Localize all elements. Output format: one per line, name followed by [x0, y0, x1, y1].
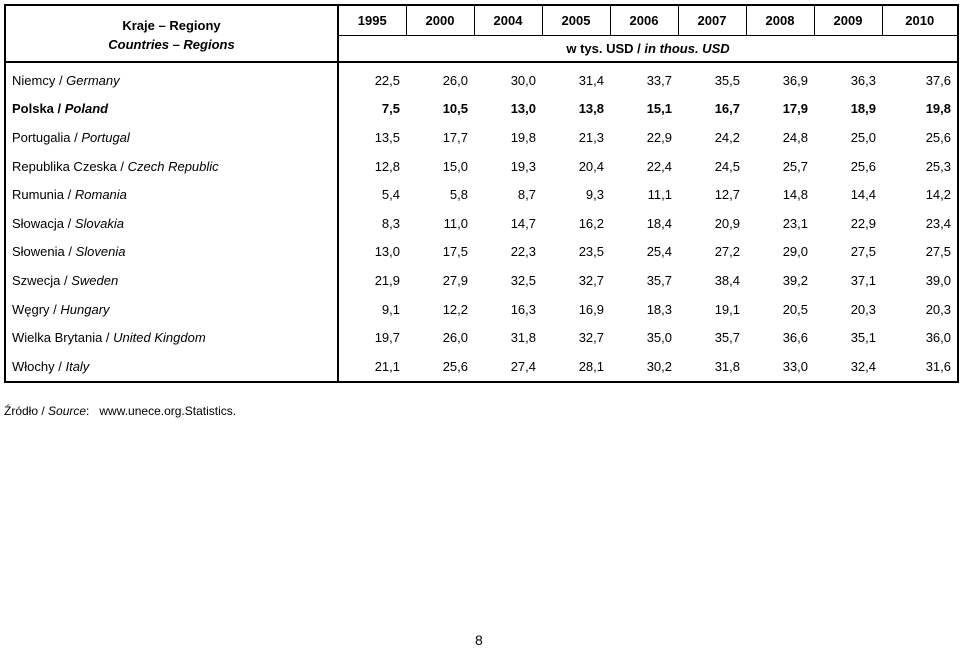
source-note — [4, 404, 236, 418]
source-label-en: Source — [48, 404, 87, 418]
value-cell: 36,6 — [782, 330, 808, 346]
value-cell: 10,5 — [442, 101, 468, 117]
value-cell: 20,5 — [782, 301, 808, 317]
value-cell: 36,3 — [850, 72, 876, 88]
value-cell: 25,6 — [925, 129, 951, 145]
table-row — [5, 266, 958, 295]
table-row — [5, 209, 958, 238]
value-cell: 15,1 — [646, 101, 672, 117]
header-year: 2007 — [678, 5, 746, 36]
source-colon: : — [86, 404, 90, 418]
value-cell: 32,4 — [850, 358, 876, 374]
country-cell — [5, 323, 338, 352]
unit-label-en: in thous. USD — [644, 41, 730, 56]
header-year: 2006 — [610, 5, 678, 36]
value-cell: 28,1 — [578, 358, 604, 374]
value-cell: 35,5 — [714, 72, 740, 88]
value-cell: 14,4 — [850, 187, 876, 203]
country-name-en: Slovenia — [75, 244, 126, 260]
country-name-pl: Szwecja / — [12, 272, 72, 288]
country-name-en: Portugal — [81, 129, 130, 145]
table-row — [5, 238, 958, 267]
value-cell: 39,2 — [782, 272, 808, 288]
value-cell: 15,0 — [442, 158, 468, 174]
value-cell: 16,2 — [578, 215, 604, 231]
value-cell: 22,5 — [374, 72, 400, 88]
value-cell: 32,7 — [578, 330, 604, 346]
value-cell: 23,5 — [578, 244, 604, 260]
value-cell: 31,8 — [510, 330, 536, 346]
value-cell: 18,9 — [850, 101, 876, 117]
value-cell: 36,9 — [782, 72, 808, 88]
value-cell: 13,8 — [578, 101, 604, 117]
country-cell — [5, 209, 338, 238]
header-title-en: Countries – Regions — [108, 36, 235, 52]
table-row — [5, 123, 958, 152]
unit-label — [338, 36, 958, 63]
country-cell — [5, 62, 338, 95]
country-cell — [5, 95, 338, 124]
header-year: 2009 — [814, 5, 882, 36]
value-cell: 18,4 — [646, 215, 672, 231]
value-cell: 5,8 — [449, 187, 468, 203]
value-cell: 25,0 — [850, 129, 876, 145]
country-name-en: Romania — [74, 187, 127, 203]
value-cell: 19,7 — [374, 330, 400, 346]
value-cell: 24,8 — [782, 129, 808, 145]
country-name-pl: Republika Czeska / — [12, 158, 128, 174]
value-cell: 17,5 — [442, 244, 468, 260]
header-year: 2005 — [542, 5, 610, 36]
country-name-pl: Polska / — [12, 101, 65, 117]
value-cell: 31,4 — [578, 72, 604, 88]
table-row — [5, 323, 958, 352]
value-cell: 21,9 — [374, 272, 400, 288]
header-title-pl: Kraje – Regiony — [122, 17, 221, 33]
country-name-pl: Włochy / — [12, 358, 66, 374]
source-url: www.unece.org.Statistics. — [99, 404, 237, 418]
country-name-pl: Niemcy / — [12, 72, 67, 88]
value-cell: 16,3 — [510, 301, 536, 317]
value-cell: 25,6 — [442, 358, 468, 374]
value-cell: 39,0 — [925, 272, 951, 288]
value-cell: 8,3 — [381, 215, 400, 231]
value-cell: 9,3 — [585, 187, 604, 203]
header-year: 2004 — [474, 5, 542, 36]
value-cell: 19,1 — [714, 301, 740, 317]
value-cell: 33,0 — [782, 358, 808, 374]
table-row — [5, 352, 958, 382]
country-name-en: Italy — [65, 358, 90, 374]
value-cell: 16,7 — [714, 101, 740, 117]
value-cell: 27,5 — [850, 244, 876, 260]
value-cell: 25,6 — [850, 158, 876, 174]
header-year: 1995 — [338, 5, 406, 36]
header-year: 2008 — [746, 5, 814, 36]
value-cell: 36,0 — [925, 330, 951, 346]
value-cell: 35,7 — [646, 272, 672, 288]
country-cell — [5, 266, 338, 295]
value-cell: 14,8 — [782, 187, 808, 203]
value-cell: 18,3 — [646, 301, 672, 317]
value-cell: 22,3 — [510, 244, 536, 260]
value-cell: 27,2 — [714, 244, 740, 260]
value-cell: 22,9 — [850, 215, 876, 231]
value-cell: 13,0 — [510, 101, 536, 117]
table-row — [5, 295, 958, 324]
header-years-row — [5, 5, 958, 36]
value-cell: 20,3 — [850, 301, 876, 317]
country-name-en: Czech Republic — [127, 158, 219, 174]
table-body — [5, 62, 958, 382]
value-cell: 11,0 — [443, 215, 468, 231]
country-name-pl: Rumunia / — [12, 187, 75, 203]
header-year: 2000 — [406, 5, 474, 36]
country-name-en: Germany — [66, 72, 120, 88]
value-cell: 26,0 — [442, 330, 468, 346]
header-title-cell — [5, 5, 338, 62]
value-cell: 32,5 — [510, 272, 536, 288]
value-cell: 22,4 — [646, 158, 672, 174]
table-header — [5, 5, 958, 62]
country-name-pl: Portugalia / — [12, 129, 82, 145]
country-cell — [5, 152, 338, 181]
value-cell: 20,3 — [925, 301, 951, 317]
value-cell: 7,5 — [381, 101, 400, 117]
value-cell: 17,9 — [782, 101, 808, 117]
value-cell: 17,7 — [442, 129, 468, 145]
value-cell: 14,7 — [510, 215, 536, 231]
value-cell: 13,5 — [374, 129, 400, 145]
value-cell: 14,2 — [925, 187, 951, 203]
value-cell: 22,9 — [646, 129, 672, 145]
value-cell: 12,2 — [442, 301, 468, 317]
data-table — [4, 4, 959, 383]
value-cell: 25,3 — [925, 158, 951, 174]
value-cell: 29,0 — [782, 244, 808, 260]
country-name-pl: Wielka Brytania / — [12, 330, 114, 346]
value-cell: 35,7 — [714, 330, 740, 346]
country-name-en: Poland — [64, 101, 109, 117]
value-cell: 37,1 — [850, 272, 876, 288]
value-cell: 20,4 — [578, 158, 604, 174]
value-cell: 19,8 — [925, 101, 951, 117]
value-cell: 20,9 — [714, 215, 740, 231]
country-cell — [5, 123, 338, 152]
value-cell: 19,3 — [510, 158, 536, 174]
unit-label-pl: w tys. USD / — [566, 41, 645, 56]
table-row — [5, 152, 958, 181]
value-cell: 11,1 — [647, 187, 672, 203]
value-cell: 25,4 — [646, 244, 672, 260]
country-name-pl: Słowacja / — [12, 215, 75, 231]
value-cell: 26,0 — [442, 72, 468, 88]
value-cell: 31,6 — [925, 358, 951, 374]
value-cell: 23,4 — [925, 215, 951, 231]
value-cell: 35,1 — [850, 330, 876, 346]
value-cell: 27,9 — [442, 272, 468, 288]
value-cell: 16,9 — [578, 301, 604, 317]
value-cell: 30,0 — [510, 72, 536, 88]
country-name-pl: Słowenia / — [12, 244, 76, 260]
value-cell: 37,6 — [925, 72, 951, 88]
value-cell: 27,4 — [510, 358, 536, 374]
country-cell — [5, 352, 338, 382]
value-cell: 38,4 — [714, 272, 740, 288]
value-cell: 35,0 — [646, 330, 672, 346]
header-year: 2010 — [882, 5, 958, 36]
value-cell: 9,1 — [381, 301, 400, 317]
value-cell: 24,5 — [714, 158, 740, 174]
table-row — [5, 95, 958, 124]
value-cell: 24,2 — [714, 129, 740, 145]
value-cell: 8,7 — [517, 187, 536, 203]
country-name-en: Sweden — [71, 272, 119, 288]
country-name-en: Hungary — [60, 301, 110, 317]
value-cell: 31,8 — [714, 358, 740, 374]
value-cell: 5,4 — [381, 187, 400, 203]
table-row — [5, 180, 958, 209]
value-cell: 12,8 — [374, 158, 400, 174]
data-table-container — [4, 4, 957, 383]
value-cell: 19,8 — [510, 129, 536, 145]
country-name-en: Slovakia — [74, 215, 125, 231]
value-cell: 33,7 — [646, 72, 672, 88]
value-cell: 23,1 — [782, 215, 808, 231]
country-cell — [5, 295, 338, 324]
value-cell: 13,0 — [374, 244, 400, 260]
value-cell: 27,5 — [925, 244, 951, 260]
country-cell — [5, 238, 338, 267]
value-cell: 21,1 — [374, 358, 400, 374]
value-cell: 30,2 — [646, 358, 672, 374]
source-label-pl: Źródło / — [4, 404, 49, 418]
value-cell: 21,3 — [578, 129, 604, 145]
table-row — [5, 62, 958, 95]
country-cell — [5, 180, 338, 209]
page-number: 8 — [475, 632, 483, 648]
country-name-en: United Kingdom — [113, 330, 206, 346]
value-cell: 32,7 — [578, 272, 604, 288]
value-cell: 12,7 — [714, 187, 740, 203]
country-name-pl: Węgry / — [12, 301, 61, 317]
value-cell: 25,7 — [782, 158, 808, 174]
